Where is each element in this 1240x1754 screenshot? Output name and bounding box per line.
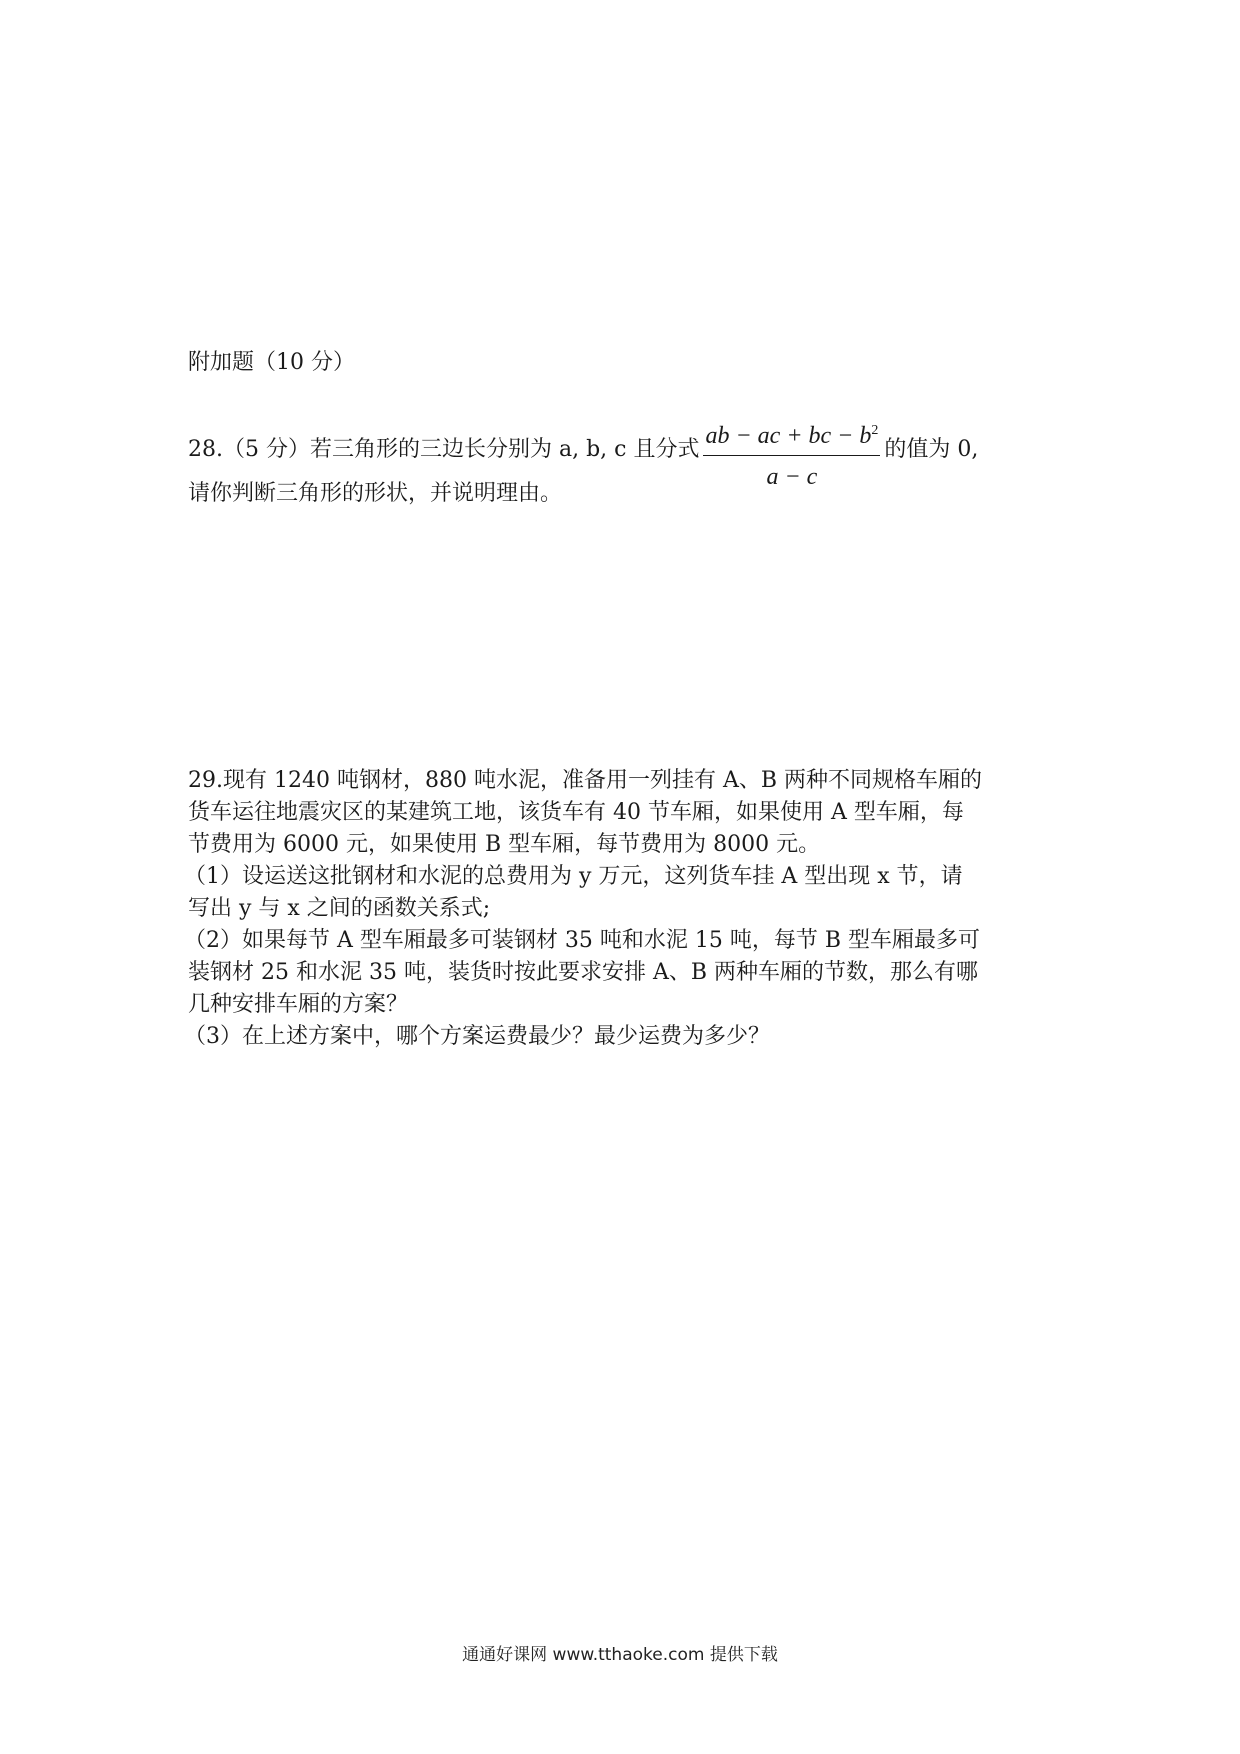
question-28-suffix: 的值为 0, [884, 437, 979, 462]
fraction-denominator: a − c [766, 464, 818, 490]
section-title: 附加题（10 分） [188, 350, 355, 375]
fraction-numerator-exponent: 2 [871, 423, 879, 438]
question-28-line-2: 请你判断三角形的形状，并说明理由。 [188, 481, 563, 506]
question-29-part-2-cont: 装钢材 25 和水泥 35 吨，装货时按此要求安排 A、B 两种车厢的节数，那么有哪 [188, 960, 979, 985]
fraction-numerator-text: ab − ac + bc − b [705, 423, 872, 449]
question-29-part-3: （3）在上述方案中，哪个方案运费最少？最少运费为多少？ [184, 1024, 770, 1049]
question-28-prefix: 28.（5 分）若三角形的三边长分别为 a, b, c 且分式 [188, 437, 700, 462]
fraction-numerator [703, 416, 880, 456]
question-29-part-1: （1）设运送这批钢材和水泥的总费用为 y 万元，这列货车挂 A 型出现 x 节，请 [184, 864, 963, 889]
question-29-part-2: （2）如果每节 A 型车厢最多可装钢材 35 吨和水泥 15 吨，每节 B 型车厢最多可 [184, 928, 980, 953]
page-footer: 通通好课网 www.tthaoke.com 提供下载 [462, 1645, 778, 1665]
question-28-fraction [703, 416, 880, 492]
question-29 [184, 765, 1068, 1053]
question-29-line: 货车运往地震灾区的某建筑工地，该货车有 40 节车厢，如果使用 A 型车厢，每 [188, 800, 964, 825]
question-28-statement [188, 412, 978, 488]
question-29-line: 29.现有 1240 吨钢材，880 吨水泥，准备用一列挂有 A、B 两种不同规格车厢的 [188, 768, 982, 793]
question-29-line: 节费用为 6000 元，如果使用 B 型车厢，每节费用为 8000 元。 [188, 832, 821, 857]
question-29-part-2-cont: 几种安排车厢的方案？ [188, 992, 409, 1017]
question-29-part-1-cont: 写出 y 与 x 之间的函数关系式; [188, 896, 491, 921]
